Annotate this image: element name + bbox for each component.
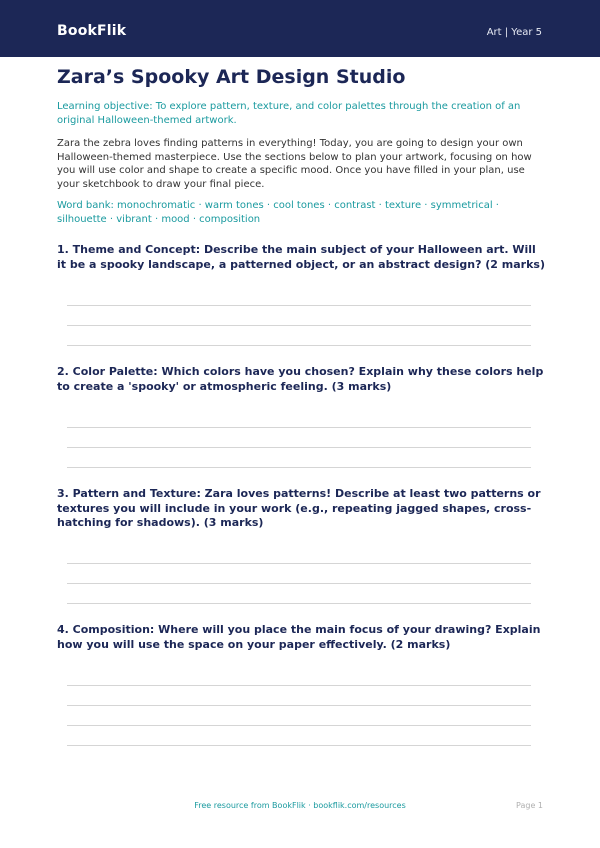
answer-line[interactable] [67,725,531,726]
subject-label: Art | Year 5 [486,27,542,38]
answer-line[interactable] [67,447,531,448]
question-3: 3. Pattern and Texture: Zara loves patterns! Describe at least two patterns or textures you will include in your work (e.g., repeating jagged shapes, cross-hatching for shadows). (3 marks) [57,487,541,529]
answer-line[interactable] [67,705,531,706]
answer-line[interactable] [67,427,531,428]
answer-line[interactable] [67,325,531,326]
answer-line[interactable] [67,603,531,604]
footer-resource-link[interactable]: Free resource from BookFlik · bookflik.com/resources [194,801,406,810]
page-header [0,0,600,57]
answer-line[interactable] [67,563,531,564]
question-1: 1. Theme and Concept: Describe the main subject of your Halloween art. Will it be a spooky landscape, a patterned object, or an abstract design? (2 marks) [57,243,545,271]
answer-line[interactable] [67,745,531,746]
answer-line[interactable] [67,685,531,686]
intro-text: Zara the zebra loves finding patterns in everything! Today, you are going to design your own Halloween-themed masterpiece. Use the sections below to plan your artwork, focusing on how you will use color and shape to create a specific mood. Once you have filled in your plan, use your sketchbook to draw your final piece. [57,138,532,190]
word-bank: Word bank: monochromatic · warm tones · cool tones · contrast · texture · symmetrical · silhouette · vibrant · mood · composition [57,200,499,225]
brand-logo: BookFlik [57,23,127,39]
learning-objective: Learning objective: To explore pattern, texture, and color palettes through the creation of an original Halloween-themed artwork. [57,101,521,126]
question-4: 4. Composition: Where will you place the main focus of your drawing? Explain how you will use the space on your paper effectively. (2 marks) [57,623,541,651]
answer-line[interactable] [67,583,531,584]
answer-line[interactable] [67,345,531,346]
answer-line[interactable] [67,467,531,468]
page-number: Page 1 [516,801,543,810]
question-2: 2. Color Palette: Which colors have you chosen? Explain why these colors help to create a 'spooky' or atmospheric feeling. (3 marks) [57,365,544,393]
answer-line[interactable] [67,305,531,306]
page-title: Zara’s Spooky Art Design Studio [57,66,406,88]
